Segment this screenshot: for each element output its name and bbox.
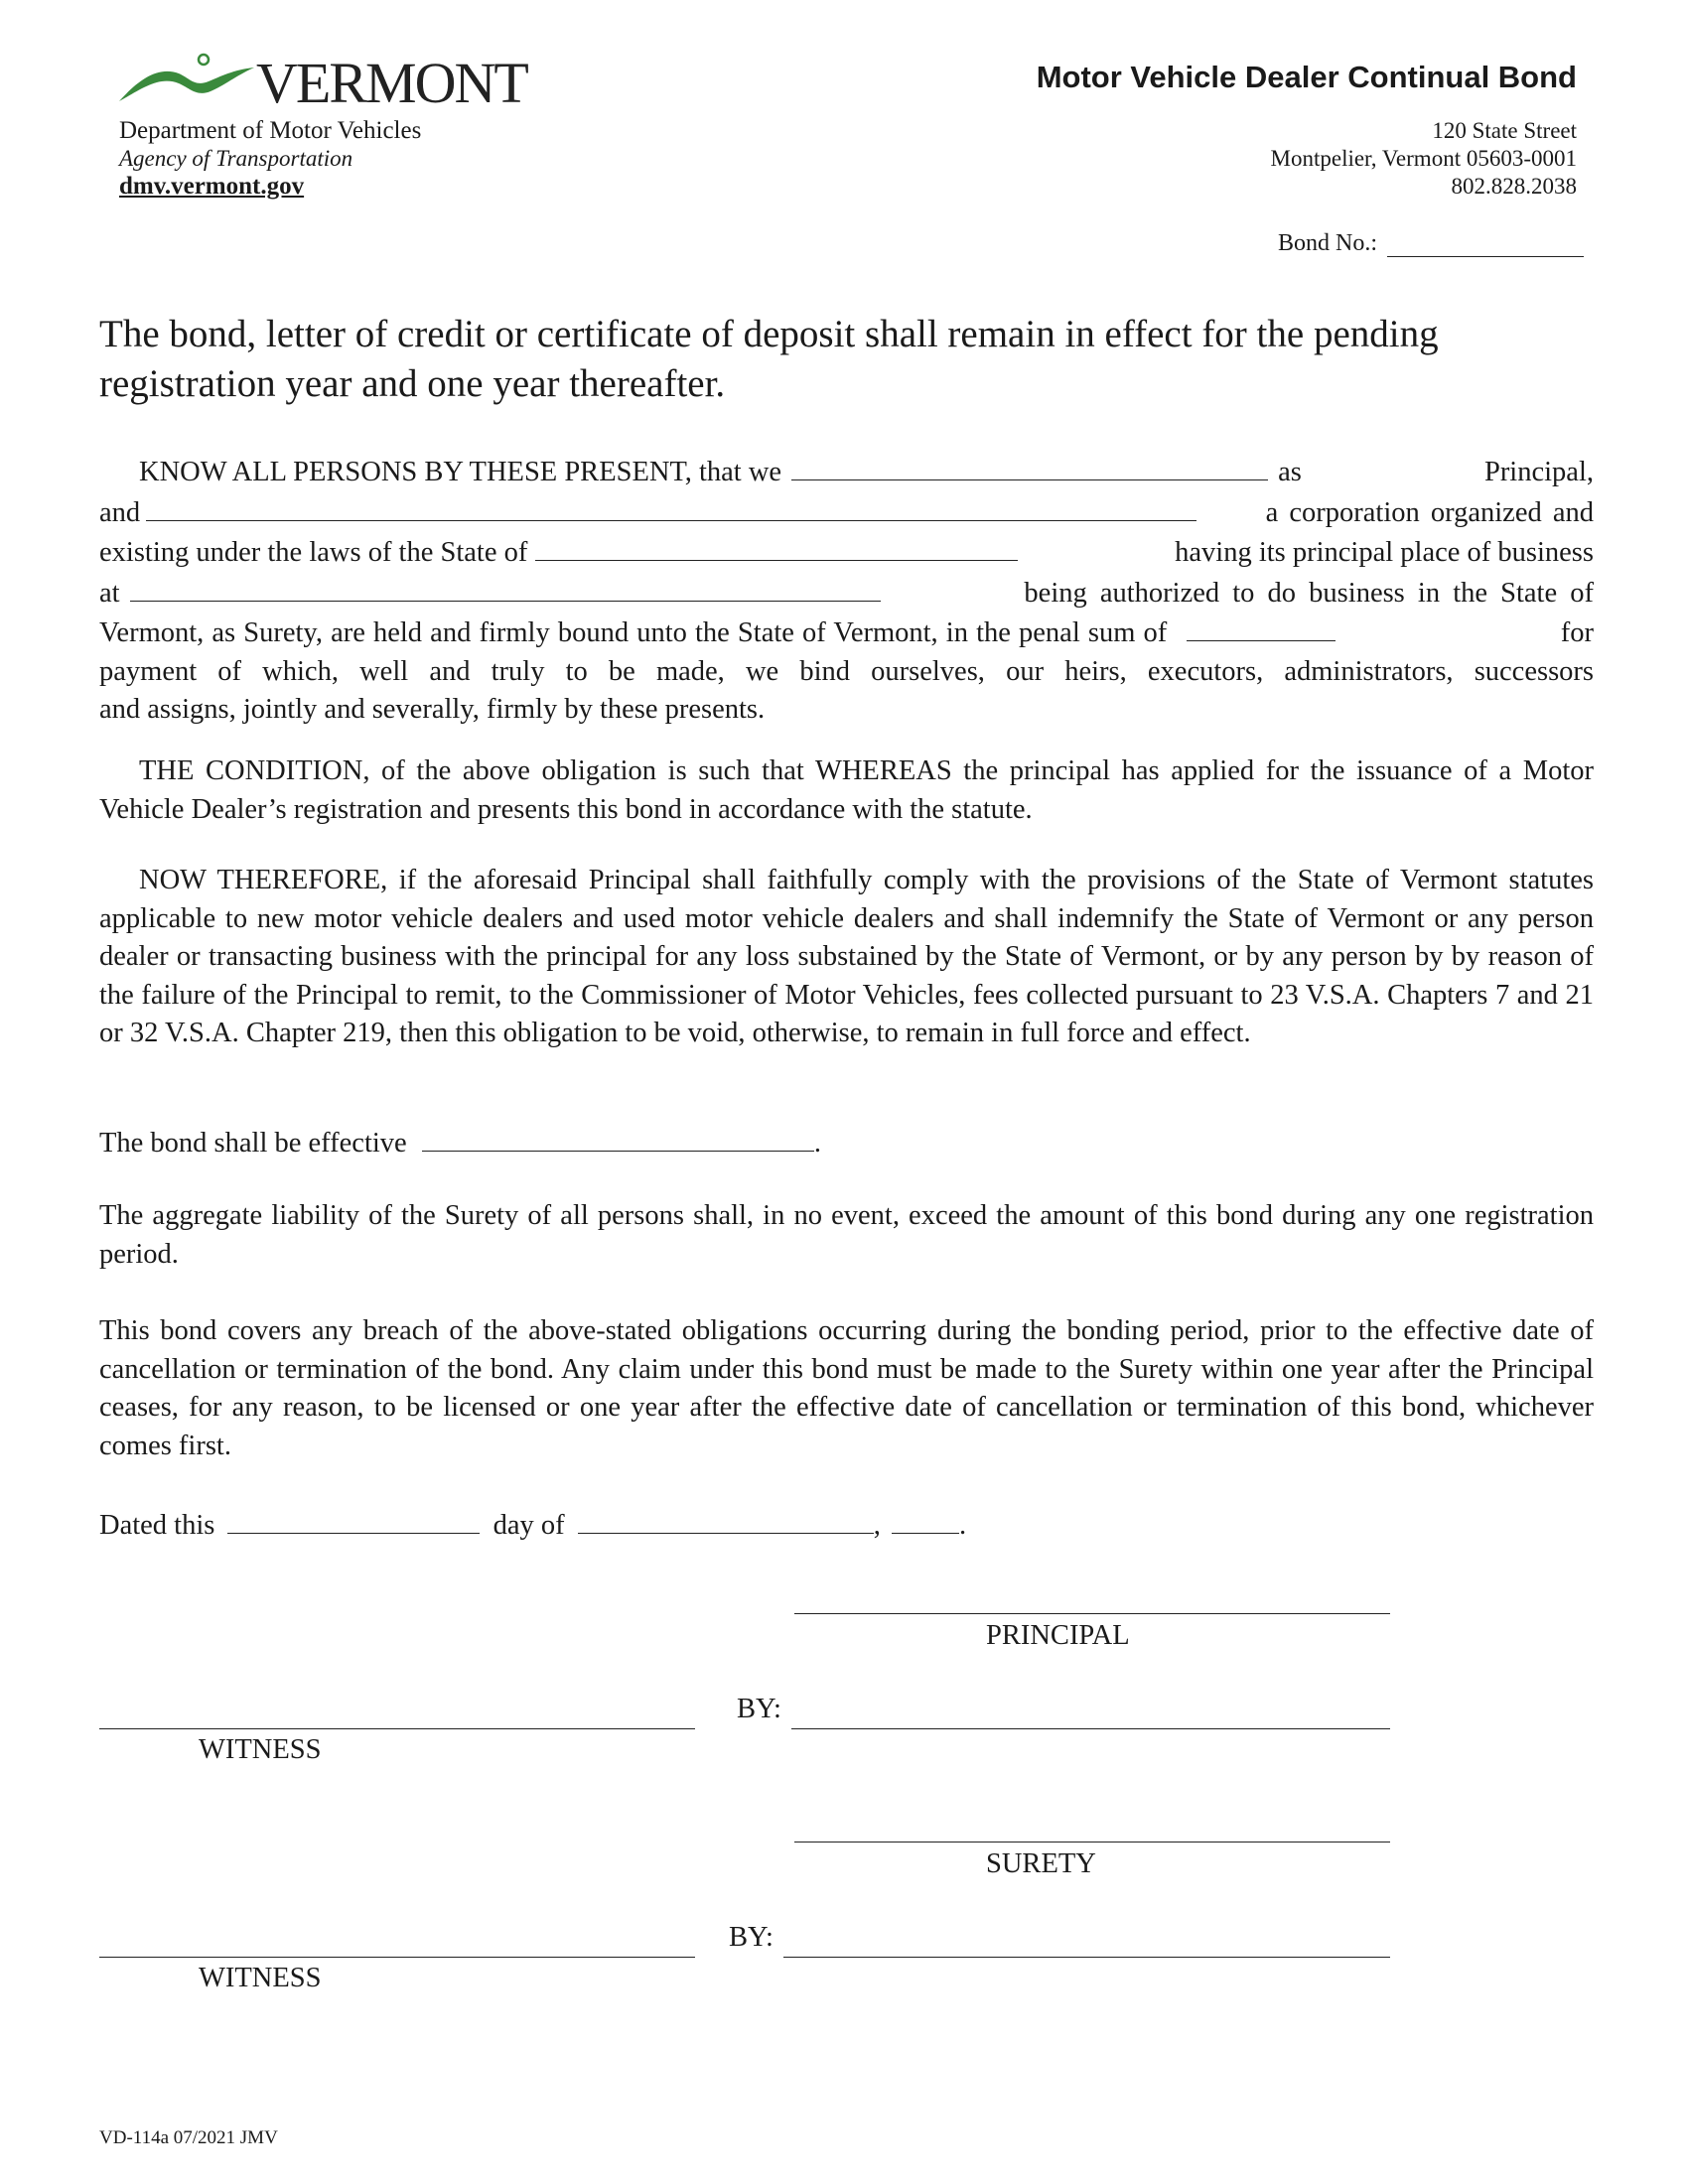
dated-period: . bbox=[959, 1510, 967, 1541]
witness-2-signature-line[interactable] bbox=[99, 1957, 695, 1958]
department-block bbox=[119, 117, 421, 201]
para-now-therefore: NOW THEREFORE, if the aforesaid Principal shall faithfully comply with the provisions of the State of Vermont statutes applicable to new motor vehicle dealers and used motor vehicle dealers and shall indemnify the State of Vermont or any person dealer or transacting business with the principal for any loss substained by the State of Vermont, or by any person by by reason of the failure of the Principal to remit, to the Commissioner of Motor Vehicles, fees collected pursuant to 23 V.S.A. Chapters 7 and 21 or 32 V.S.A. Chapter 219, then this obligation to be void, otherwise, to remain in full force and effect. bbox=[99, 865, 1594, 1048]
para-condition: THE CONDITION, of the above obligation is such that WHEREAS the principal has applied for the issuance of a Motor Vehicle Dealer’s registration and presents this bond in accordance with the statute. bbox=[99, 755, 1594, 825]
para-aggregate-liability: The aggregate liability of the Surety of all persons shall, in no event, exceed the amount of this bond during any one registration period. bbox=[99, 1200, 1594, 1270]
address-block bbox=[1271, 117, 1577, 201]
p1-line5-b: for bbox=[1560, 617, 1594, 648]
p1-line3-b: having its principal place of business bbox=[1175, 537, 1594, 568]
bond-number-field[interactable] bbox=[1387, 234, 1584, 257]
effective-date-field[interactable] bbox=[422, 1123, 814, 1152]
day-of-label: day of bbox=[492, 1510, 565, 1541]
p1-line3-a: existing under the laws of the State of bbox=[99, 537, 528, 568]
p1-line1-c: Principal, bbox=[1483, 457, 1594, 487]
surety-state-field[interactable] bbox=[535, 532, 1018, 561]
witness-1-label: WITNESS bbox=[199, 1734, 322, 1765]
p1-line1-b: as bbox=[1278, 457, 1302, 487]
p1-line6: payment of which, well and truly to be made, we bind ourselves, our heirs, executors, administrators, successors bbox=[99, 655, 1594, 687]
logo-wordmark: VERMONT bbox=[256, 51, 527, 115]
effective-end: . bbox=[813, 1128, 821, 1159]
principal-signature-line[interactable] bbox=[794, 1613, 1390, 1614]
penal-sum-field[interactable] bbox=[1187, 613, 1336, 641]
dated-line bbox=[99, 1505, 1594, 1546]
bond-number-label: Bond No.: bbox=[1277, 230, 1377, 256]
witness-2-label: WITNESS bbox=[199, 1963, 322, 1993]
p1-line2-b: a corporation organized and bbox=[1265, 496, 1594, 528]
dated-year-field[interactable] bbox=[892, 1505, 959, 1534]
effective-date-line bbox=[99, 1123, 1594, 1163]
witness-1-signature-line[interactable] bbox=[99, 1728, 695, 1729]
principal-name-field[interactable] bbox=[791, 452, 1268, 480]
vermont-logo bbox=[117, 51, 527, 115]
surety-by-label: BY: bbox=[729, 1922, 774, 1953]
principal-label: PRINCIPAL bbox=[986, 1620, 1130, 1651]
p1-line5-a: Vermont, as Surety, are held and firmly bound unto the State of Vermont, in the penal sum of bbox=[99, 617, 1168, 648]
p1-line2-a: and bbox=[99, 496, 141, 528]
form-title: Motor Vehicle Dealer Continual Bond bbox=[1036, 60, 1577, 94]
dated-comma: , bbox=[873, 1510, 881, 1541]
vermont-mountain-icon bbox=[117, 52, 256, 107]
p1-line7: and assigns, jointly and severally, firmly by these presents. bbox=[99, 694, 766, 725]
surety-name-field[interactable] bbox=[146, 492, 1196, 521]
bond-number bbox=[1278, 230, 1584, 257]
phone-number: 802.828.2038 bbox=[1451, 174, 1577, 199]
p1-line4-a: at bbox=[99, 577, 120, 609]
surety-label: SURETY bbox=[986, 1848, 1096, 1879]
p1-line1-a: KNOW ALL PERSONS BY THESE PRESENT, that we bbox=[139, 457, 782, 487]
para-breach-coverage: This bond covers any breach of the above-stated obligations occurring during the bonding period, prior to the effective date of cancellation or termination of the bond. Any claim under this bond must be made to the Surety within one year after the Principal ceases, for any reason, to be licensed or one year after the effective date of cancellation or termination of this bond, whichever comes first. bbox=[99, 1315, 1594, 1461]
address-line-2: Montpelier, Vermont 05603-0001 bbox=[1270, 146, 1577, 171]
principal-by-signature-line[interactable] bbox=[791, 1728, 1390, 1729]
surety-address-field[interactable] bbox=[130, 573, 881, 602]
surety-by-signature-line[interactable] bbox=[783, 1957, 1390, 1958]
effective-label: The bond shall be effective bbox=[99, 1128, 407, 1159]
dated-day-field[interactable] bbox=[227, 1505, 480, 1534]
agency-name: Agency of Transportation bbox=[119, 146, 353, 171]
surety-signature-line[interactable] bbox=[794, 1842, 1390, 1843]
address-line-1: 120 State Street bbox=[1432, 118, 1577, 143]
dated-month-field[interactable] bbox=[578, 1505, 874, 1534]
principal-by-label: BY: bbox=[737, 1694, 781, 1724]
website-link[interactable]: dmv.vermont.gov bbox=[119, 173, 305, 200]
dated-label: Dated this bbox=[99, 1510, 215, 1541]
page-heading: The bond, letter of credit or certificate of deposit shall remain in effect for the pending registration year and one year thereafter. bbox=[99, 313, 1439, 405]
p1-line4-b: being authorized to do business in the State of bbox=[1024, 577, 1594, 609]
dept-name: Department of Motor Vehicles bbox=[119, 117, 422, 144]
form-footer-code: VD-114a 07/2021 JMV bbox=[99, 2127, 278, 2148]
para-know-all-persons bbox=[99, 452, 1594, 730]
